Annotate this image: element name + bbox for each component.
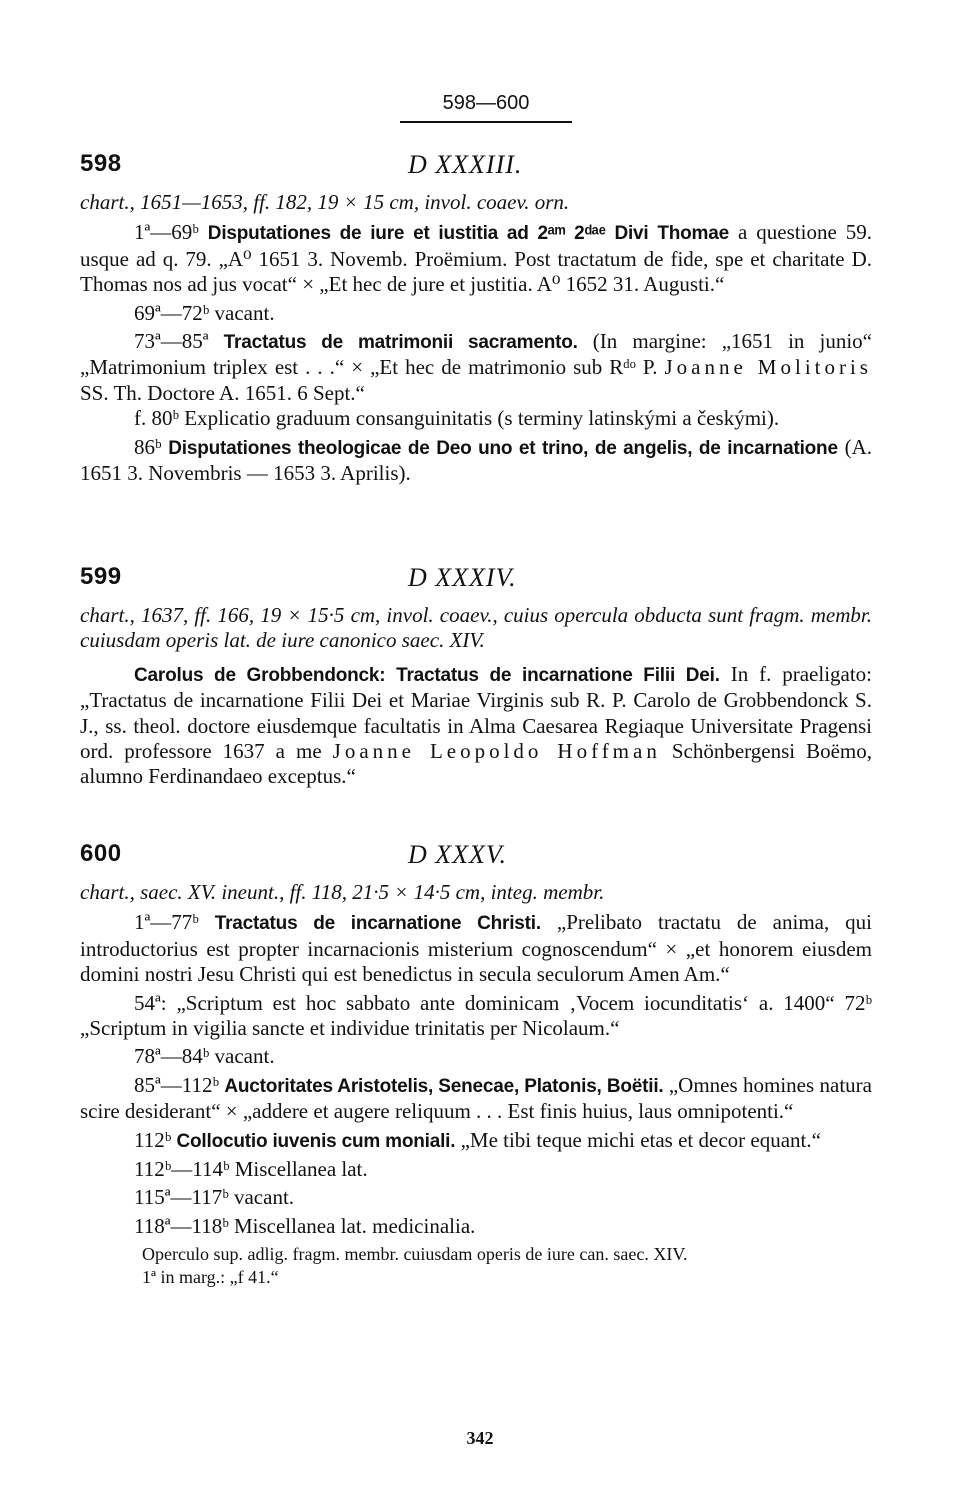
item-paragraph: 69ª—72ᵇ vacant. [134, 300, 275, 325]
item-text: „Me tibi teque michi etas et decor equant.“ [460, 1127, 821, 1152]
entry-signature: D XXXIII. [408, 150, 523, 179]
item-title: Auctoritates Aristotelis, Senecae, Platonis, Boëtii. [224, 1075, 664, 1097]
item-text: SS. Th. Doctore A. 1651. 6 Sept.“ [80, 380, 365, 405]
entry-description: chart., saec. XV. ineunt., ff. 118, 21·5 × 14·5 cm, integ. membr. [80, 880, 605, 904]
item-title: Disputationes theologicae de Deo uno et trino, de angelis, de incarnatione [168, 437, 838, 459]
item-paragraph: 54ª: „Scriptum est hoc sabbato ante dominicam ‚Vocem iocunditatis‘ a. 1400“ 72ᵇ „Scriptum in vigilia sancte et individue trinitatis per Nicolaum.“ [80, 990, 872, 1041]
folio-ref: 1ª—69ᵇ [134, 220, 199, 245]
item-paragraph: f. 80ᵇ Explicatio graduum consanguinitatis (s terminy latinskými a českými). [134, 406, 780, 431]
item-text: Schönbergensi Boëmo, alumno Ferdinandaeo exceptus.“ [80, 739, 873, 789]
entry-number: 600 [80, 840, 122, 867]
item-title: Collocutio iuvenis cum moniali. [176, 1130, 456, 1152]
item-text: „Prelibato tractatu de anima, qui introductorius est propter incarnacionis misterium cognoscendum“ × „et honorem eiusdem domini nostri Jesu Christi qui est benedictus in secula seculorum Amen Am.“ [80, 910, 872, 987]
entry-description: chart., 1651—1653, ff. 182, 19 × 15 cm, invol. coaev. orn. [80, 190, 570, 214]
header-rule [400, 121, 572, 123]
folio-ref: 73ª—85ª [134, 329, 209, 354]
item-title: Disputationes de iure et iustitia ad 2ᵃᵐ 2ᵈᵃᵉ Divi Thomae [207, 223, 729, 245]
item-text: a questione 59. usque ad q. 79. „A⁰ 1651 3. Novemb. Proëmium. Post tractatum de fide, spe et charitate D. Thomas nos ad jus vocat“ × „Et hec de jure et justitia. A⁰ 1652 31. Augusti.“ [80, 220, 873, 297]
entry-body [80, 190, 872, 486]
item-paragraph [80, 435, 872, 487]
folio-ref: 1ª—77ᵇ [134, 910, 199, 935]
item-paragraph: 78ª—84ᵇ vacant. [134, 1044, 275, 1069]
folio-ref: 86ᵇ [134, 434, 162, 459]
running-header [400, 92, 572, 115]
entry-signature: D XXXV. [408, 840, 507, 869]
item-paragraph [80, 662, 872, 790]
entry-body [80, 603, 872, 790]
item-paragraph: 112ᵇ—114ᵇ Miscellanea lat. [134, 1157, 368, 1182]
item-paragraph: 118ª—118ᵇ Miscellanea lat. medicinalia. [134, 1213, 476, 1238]
item-paragraph [80, 220, 872, 297]
note-line: 1ª in marg.: „f 41.“ [142, 1267, 279, 1288]
item-text: (In margine: „1651 in junio“ „Matrimonium triplex est . . .“ × „Et hec de matrimonio sub Rᵈᵒ P. [80, 329, 872, 380]
folio-ref: 112ᵇ [134, 1127, 172, 1152]
item-paragraph: 115ª—117ᵇ vacant. [134, 1185, 295, 1210]
person-name: Joanne Leopoldo Hoffman [332, 739, 661, 764]
entry-number: 598 [80, 150, 122, 177]
folio-ref: 85ª—112ᵇ [134, 1072, 220, 1097]
entry-signature: D XXXIV. [408, 563, 517, 592]
item-title: Tractatus de incarnatione Christi. [214, 913, 541, 935]
person-name: Joanne Molitoris [664, 355, 872, 380]
entry-number: 599 [80, 563, 122, 590]
item-text: „Omnes homines natura scire desiderant“ × „addere et augere reliquum . . . Est finis huius, laus omnipotenti.“ [80, 1072, 872, 1124]
note-line: Operculo sup. adlig. fragm. membr. cuiusdam operis de iure can. saec. XIV. [142, 1244, 688, 1265]
entry-body [80, 880, 872, 1289]
item-paragraph [80, 1128, 872, 1154]
entry-description: chart., 1637, ff. 166, 19 × 15·5 cm, invol. coaev., cuius opercula obducta sunt fragm. membr. cuiusdam operis lat. de iure canonico saec. XIV. [80, 603, 872, 653]
item-title: Tractatus de matrimonii sacramento. [223, 332, 578, 354]
item-text: (A. 1651 3. Novembris — 1653 3. Aprilis). [80, 434, 873, 486]
page-number: 342 [466, 1428, 494, 1448]
item-title: Carolus de Grobbendonck: Tractatus de incarnatione Filii Dei. [134, 664, 720, 686]
header-range: 598—600 [442, 92, 530, 114]
item-text: In f. praeligato: „Tractatus de incarnatione Filii Dei et Mariae Virginis sub R. P. Carolo de Grobbendonck S. J., ss. theol. doctore eiusdemque facultatis in Alma Caesarea Regiaque Universitate Pragensi ord. professore 1637 a me [80, 661, 873, 764]
item-paragraph [80, 329, 872, 406]
item-paragraph [80, 910, 872, 987]
item-paragraph [80, 1073, 872, 1125]
